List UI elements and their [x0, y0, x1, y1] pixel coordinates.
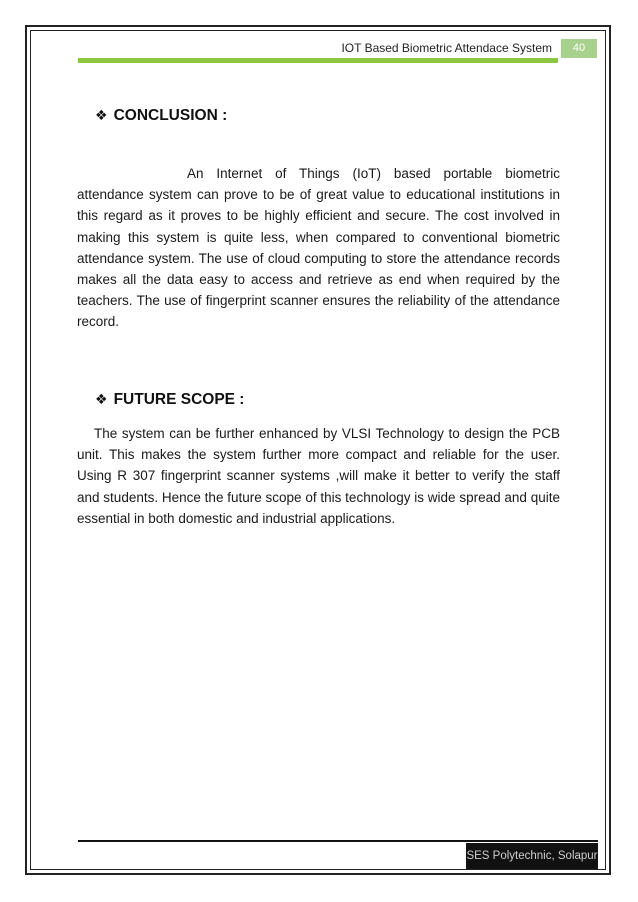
conclusion-body	[77, 163, 560, 333]
conclusion-heading-text: CONCLUSION :	[113, 107, 228, 124]
footer-institution: SES Polytechnic, Solapur	[466, 843, 598, 869]
header-rule	[78, 58, 558, 63]
diamond-bullet-icon: ❖	[95, 107, 108, 123]
conclusion-heading	[95, 107, 227, 125]
page-number-badge: 40	[561, 39, 597, 58]
future-scope-body	[77, 423, 560, 529]
future-scope-heading	[95, 391, 244, 409]
conclusion-paragraph: An Internet of Things (IoT) based portable biometric attendance system can prove to be of great value to educational institutions in this regard as it proves to be highly efficient and secure. The cost involved in making this system is quite less, when compared to conventional biometric attendance system. The use of cloud computing to store the attendance records makes all the data easy to access and retrieve as end when required by the teachers. The use of fingerprint scanner ensures the reliability of the attendance record.	[77, 166, 560, 330]
future-scope-heading-text: FUTURE SCOPE :	[113, 391, 245, 408]
diamond-bullet-icon: ❖	[95, 391, 108, 407]
header-title: IOT Based Biometric Attendace System	[341, 41, 552, 55]
future-scope-paragraph: The system can be further enhanced by VLSI Technology to design the PCB unit. This makes the system further more compact and reliable for the user. Using R 307 fingerprint scanner systems ,will make it better to verify the staff and students. Hence the future scope of this technology is wide spread and quite essential in both domestic and industrial applications.	[77, 426, 560, 526]
footer-rule	[78, 840, 598, 842]
